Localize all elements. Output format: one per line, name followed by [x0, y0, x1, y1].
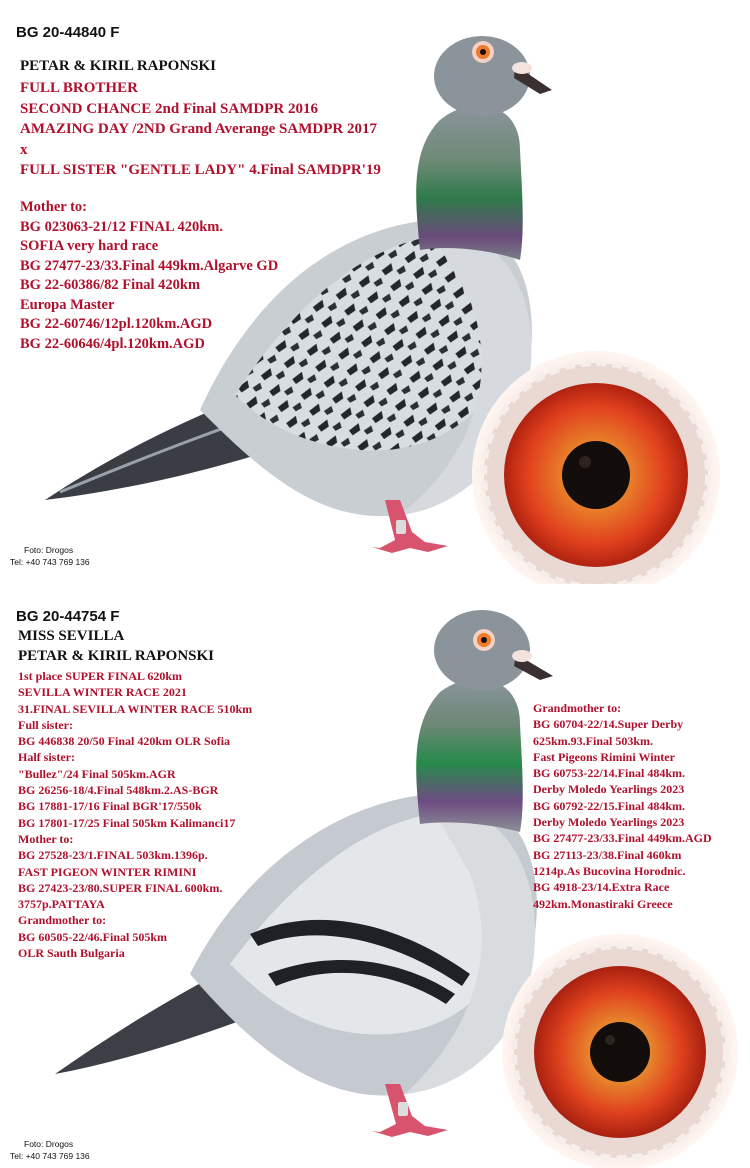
pedigree-line: SECOND CHANCE 2nd Final SAMDPR 2016 [20, 100, 318, 117]
result-line: BG 27477-23/33.Final 449km.AGD [533, 831, 712, 846]
breeder-name: PETAR & KIRIL RAPONSKI [18, 648, 214, 664]
result-line: 1st place SUPER FINAL 620km [18, 669, 183, 683]
ring-number: BG 20-44754 F [16, 608, 120, 625]
breeder-name: PETAR & KIRIL RAPONSKI [20, 58, 216, 74]
result-line: FAST PIGEON WINTER RIMINI [18, 864, 197, 879]
result-line: Grandmother to: [533, 701, 622, 715]
result-line: BG 26256-18/4.Final 548km.2.AS-BGR [18, 783, 219, 798]
result-line: Mother to: [20, 199, 87, 215]
result-line: BG 22-60646/4pl.120km.AGD [20, 335, 205, 352]
results-block [20, 198, 278, 354]
ring-number: BG 20-44840 F [16, 24, 120, 41]
pedigree-line: FULL BROTHER [20, 80, 138, 96]
photo-credit [10, 544, 90, 568]
result-line: BG 27423-23/80.SUPER FINAL 600km. [18, 880, 223, 895]
result-line: BG 60505-22/46.Final 505km [18, 929, 168, 944]
results-right-block [533, 700, 712, 912]
photographer: Foto: Drogos [24, 1139, 74, 1149]
result-line: BG 17801-17/25 Final 505km Kalimanci17 [18, 815, 236, 830]
result-line: OLR Sauth Bulgaria [18, 946, 125, 961]
result-line: BG 446838 20/50 Final 420km OLR Sofia [18, 734, 231, 749]
result-line: Full sister: [18, 717, 73, 732]
pedigree-line: x [20, 141, 28, 158]
result-line: BG 22-60386/82 Final 420km [20, 277, 201, 293]
result-line: 492km.Monastiraki Greece [533, 896, 673, 911]
result-line: BG 22-60746/12pl.120km.AGD [20, 316, 213, 332]
result-line: BG 60704-22/14.Super Derby [533, 717, 684, 732]
result-line: BG 4918-23/14.Extra Race [533, 880, 670, 895]
result-line: SOFIA very hard race [20, 238, 159, 254]
pedigree-block [20, 78, 381, 181]
result-line: 31.FINAL SEVILLA WINTER RACE 510km [18, 701, 253, 716]
result-line: Derby Moledo Yearlings 2023 [533, 815, 685, 830]
pigeon-name: MISS SEVILLA [18, 628, 125, 644]
pedigree-line: FULL SISTER "GENTLE LADY" 4.Final SAMDPR'19 [20, 162, 381, 178]
result-line: Derby Moledo Yearlings 2023 [533, 782, 685, 797]
result-line: BG 023063-21/12 FINAL 420km. [20, 218, 224, 235]
pigeon-card-bottom [0, 584, 750, 1168]
result-line: 625km.93.Final 503km. [533, 733, 654, 748]
result-line: Fast Pigeons Rimini Winter [533, 749, 675, 764]
result-line: SEVILLA WINTER RACE 2021 [18, 685, 187, 700]
results-left-block [18, 668, 252, 961]
result-line: BG 27113-23/38.Final 460km [533, 847, 682, 862]
photographer: Foto: Drogos [24, 545, 74, 555]
result-line: Europa Master [20, 296, 115, 313]
result-line: BG 27477-23/33.Final 449km.Algarve GD [20, 257, 279, 274]
pedigree-line: AMAZING DAY /2ND Grand Averange SAMDPR 2017 [20, 121, 377, 137]
photo-credit [10, 1138, 90, 1162]
phone-number: Tel: +40 743 769 136 [10, 1151, 90, 1161]
phone-number: Tel: +40 743 769 136 [10, 557, 90, 567]
result-line: BG 17881-17/16 Final BGR'17/550k [18, 799, 202, 814]
result-line: Mother to: [18, 831, 74, 846]
result-line: 3757p.PATTAYA [18, 897, 105, 912]
result-line: BG 60753-22/14.Final 484km. [533, 766, 686, 781]
result-line: "Bullez"/24 Final 505km.AGR [18, 766, 176, 781]
result-line: 1214p.As Bucovina Horodnic. [533, 863, 686, 878]
result-line: Half sister: [18, 750, 75, 765]
result-line: Grandmother to: [18, 913, 107, 928]
result-line: BG 27528-23/1.FINAL 503km.1396p. [18, 848, 208, 863]
result-line: BG 60792-22/15.Final 484km. [533, 798, 686, 813]
